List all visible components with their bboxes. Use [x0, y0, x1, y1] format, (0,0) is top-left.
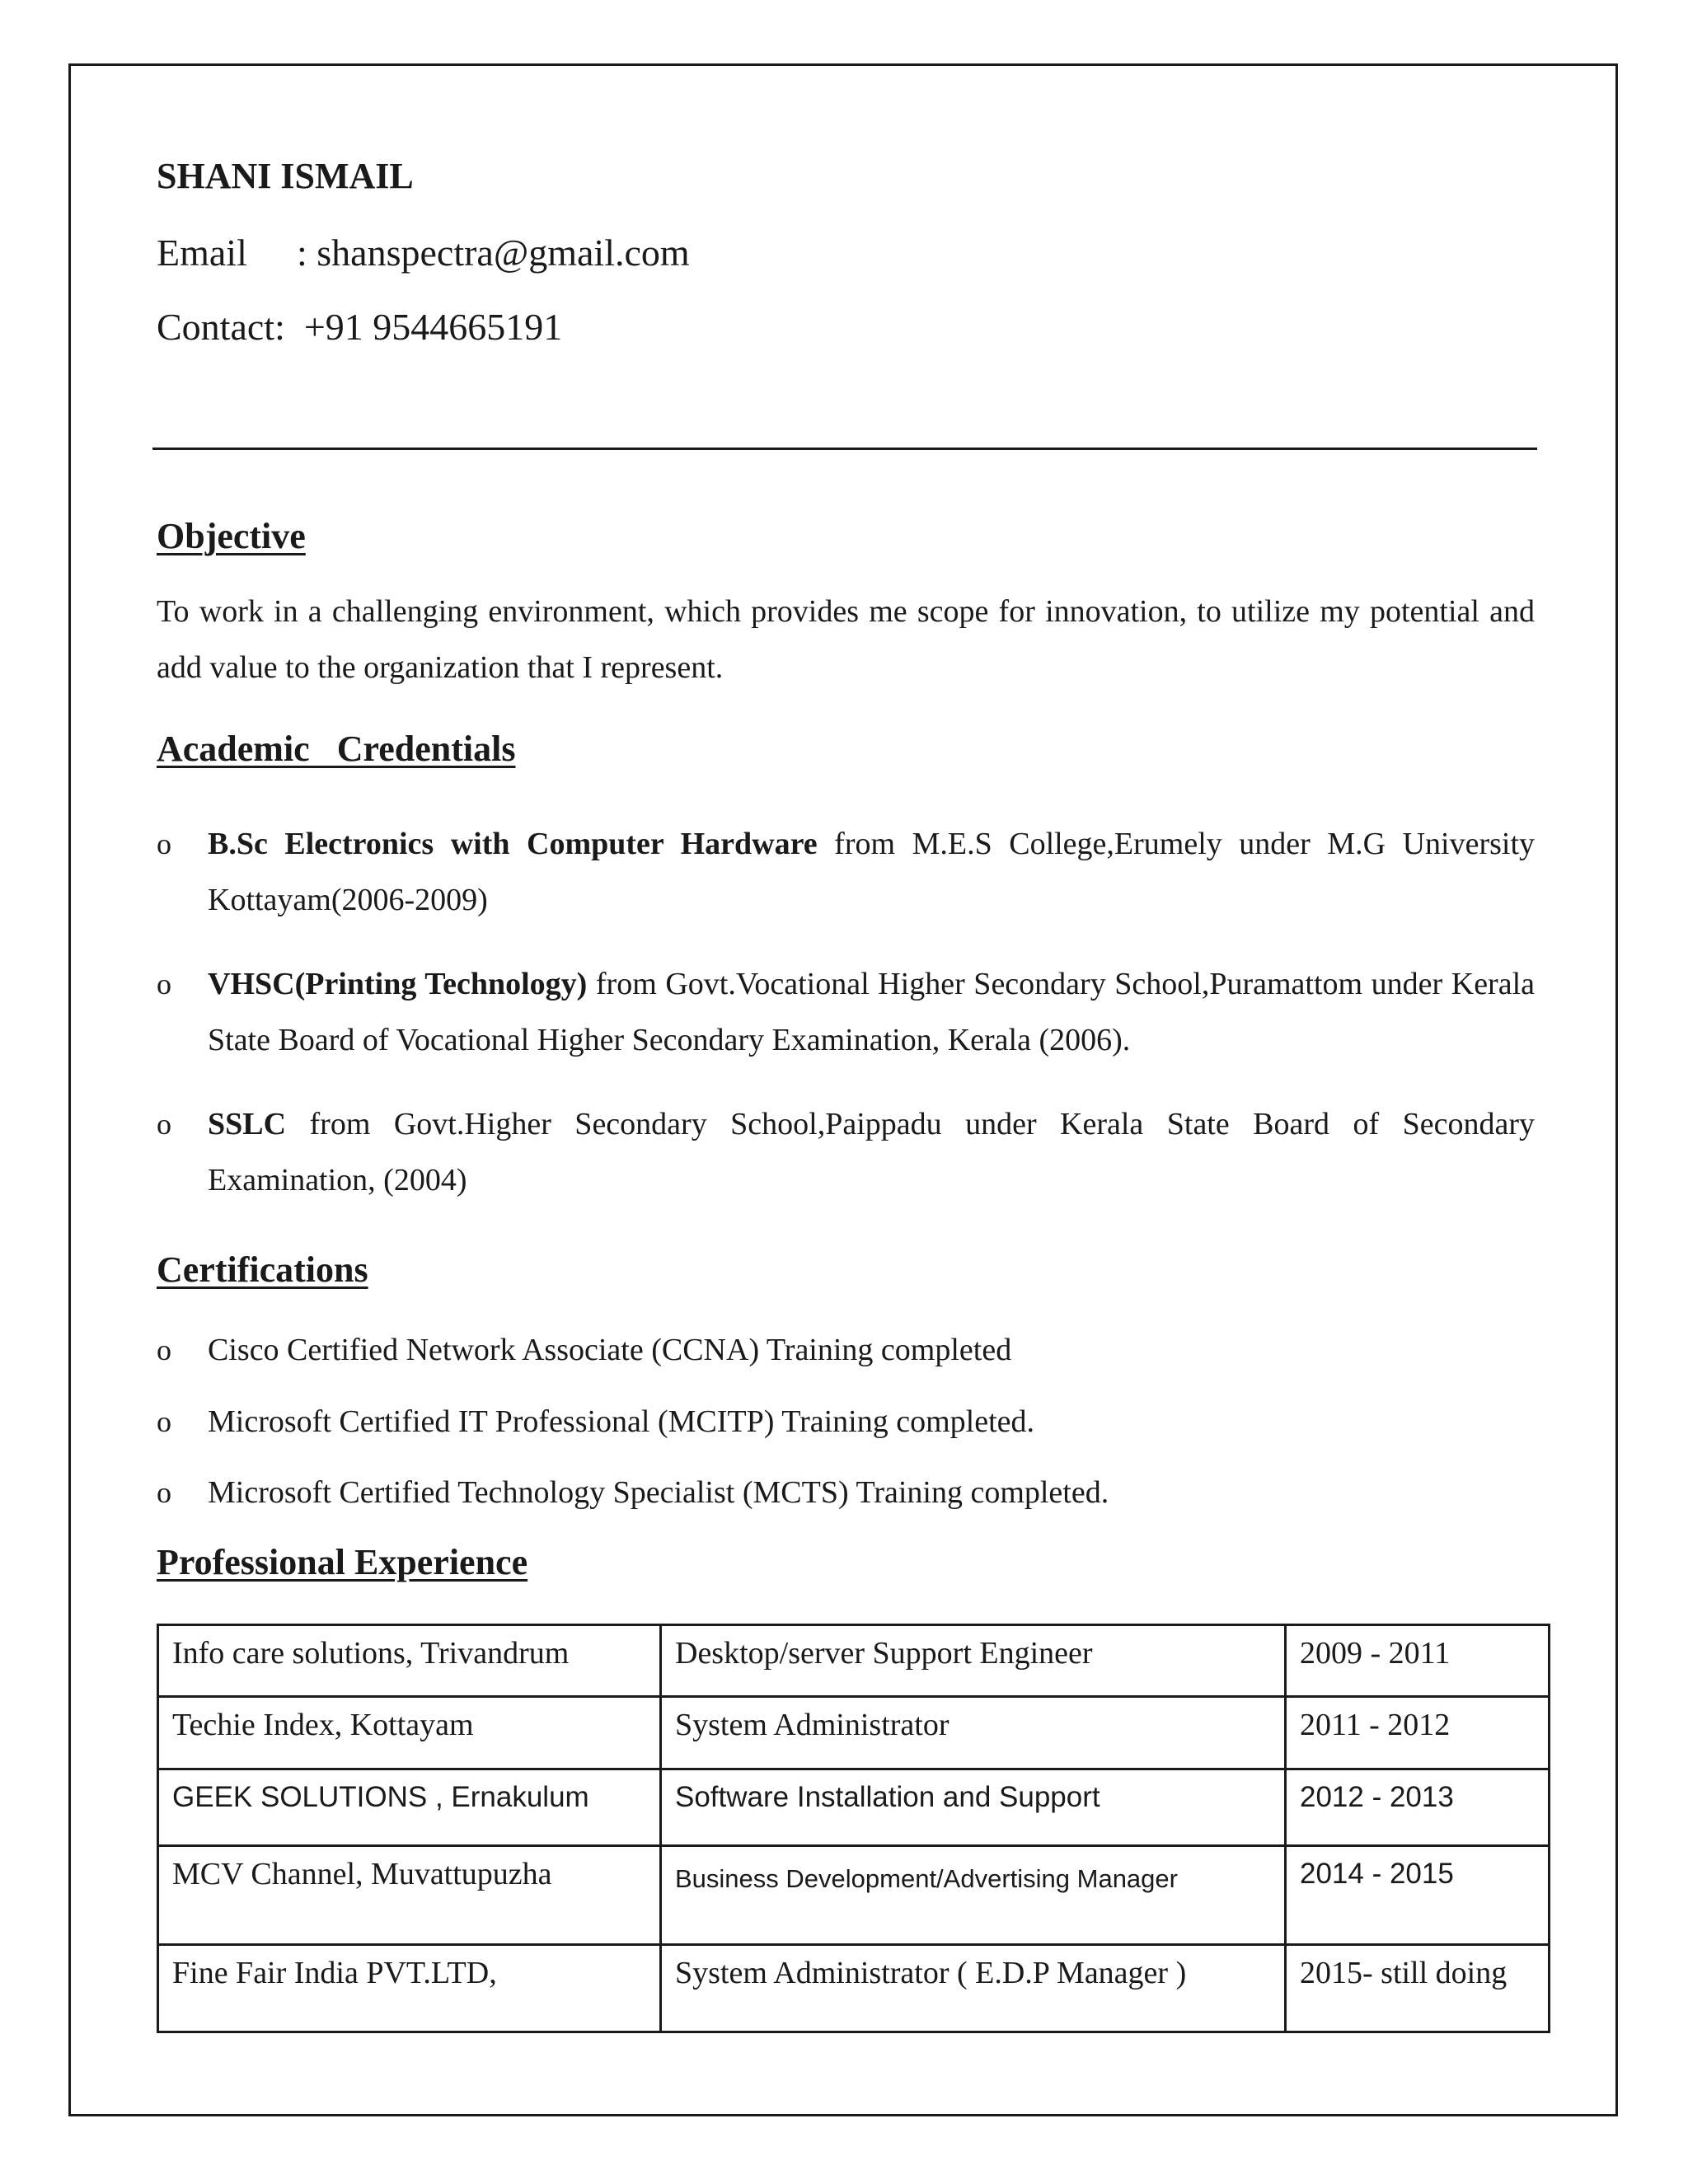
role-cell: System Administrator ( E.D.P Manager )	[661, 1945, 1286, 2032]
contact-value: +91 9544665191	[303, 306, 563, 348]
certification-item	[157, 1469, 1535, 1516]
bullet-marker: o	[157, 827, 171, 860]
period-cell: 2011 - 2012	[1286, 1697, 1550, 1769]
role-cell: Desktop/server Support Engineer	[661, 1625, 1286, 1697]
academic-item-title: B.Sc Electronics with Computer Hardware	[208, 827, 818, 861]
period-cell: 2012 - 2013	[1286, 1769, 1550, 1846]
table-row	[158, 1769, 1550, 1846]
company-cell: Fine Fair India PVT.LTD,	[158, 1945, 661, 2032]
role-cell: System Administrator	[661, 1697, 1286, 1769]
academic-item-detail: from Govt.Higher Secondary School,Paippadu under Kerala State Board of Secondary Examination, (2004)	[208, 1107, 1535, 1197]
table-row	[158, 1697, 1550, 1769]
academic-item	[157, 1096, 1535, 1208]
certification-text: Microsoft Certified Technology Specialist (MCTS) Training completed.	[208, 1475, 1109, 1510]
academic-heading: Academic Credentials	[157, 729, 516, 769]
period-cell: 2014 - 2015	[1286, 1846, 1550, 1945]
academic-item-text	[208, 1096, 1535, 1208]
email-line	[157, 231, 690, 274]
academic-item-text	[208, 956, 1535, 1068]
certification-item	[157, 1327, 1535, 1373]
bullet-marker: o	[157, 1108, 171, 1141]
email-label: Email	[157, 232, 247, 274]
header-divider	[152, 448, 1537, 450]
bullet-marker: o	[157, 1476, 171, 1509]
academic-item-title: SSLC	[208, 1107, 287, 1141]
experience-table	[157, 1624, 1550, 2033]
academic-item	[157, 816, 1535, 928]
table-row	[158, 1945, 1550, 2032]
bullet-marker: o	[157, 1333, 171, 1366]
academic-item-text	[208, 816, 1535, 928]
experience-heading: Professional Experience	[157, 1542, 528, 1582]
academic-item-detail: from Govt.Vocational Higher Secondary School,Puramattom under Kerala State Board of Vocational Higher Secondary Examination, Kerala (2006).	[208, 967, 1536, 1057]
objective-text: To work in a challenging environment, which provides me scope for innovation, to utilize my potential and add value to the organization that I represent.	[157, 594, 1535, 685]
period-cell: 2015- still doing	[1286, 1945, 1550, 2032]
period-cell: 2009 - 2011	[1286, 1625, 1550, 1697]
contact-label: Contact:	[157, 306, 285, 348]
certification-text: Cisco Certified Network Associate (CCNA) Training completed	[208, 1333, 1012, 1367]
company-cell: Info care solutions, Trivandrum	[158, 1625, 661, 1697]
academic-item-detail: from M.E.S College,Erumely under M.G University Kottayam(2006-2009)	[208, 827, 1536, 917]
role-cell: Business Development/Advertising Manager	[661, 1846, 1286, 1945]
academic-item-title: VHSC(Printing Technology)	[208, 967, 588, 1001]
certification-item	[157, 1399, 1535, 1445]
bullet-marker: o	[157, 968, 171, 1001]
contact-line	[157, 305, 562, 349]
company-cell: MCV Channel, Muvattupuzha	[158, 1846, 661, 1945]
email-value: : shanspectra@gmail.com	[297, 232, 690, 274]
certifications-heading: Certifications	[157, 1249, 368, 1290]
certification-text: Microsoft Certified IT Professional (MCITP) Training completed.	[208, 1404, 1035, 1439]
objective-heading: Objective	[157, 516, 306, 556]
company-cell: GEEK SOLUTIONS , Ernakulum	[158, 1769, 661, 1846]
bullet-marker: o	[157, 1405, 171, 1438]
academic-item	[157, 956, 1535, 1068]
table-row	[158, 1625, 1550, 1697]
role-cell: Software Installation and Support	[661, 1769, 1286, 1846]
table-row	[158, 1846, 1550, 1945]
company-cell: Techie Index, Kottayam	[158, 1697, 661, 1769]
candidate-name: SHANI ISMAIL	[157, 156, 414, 196]
